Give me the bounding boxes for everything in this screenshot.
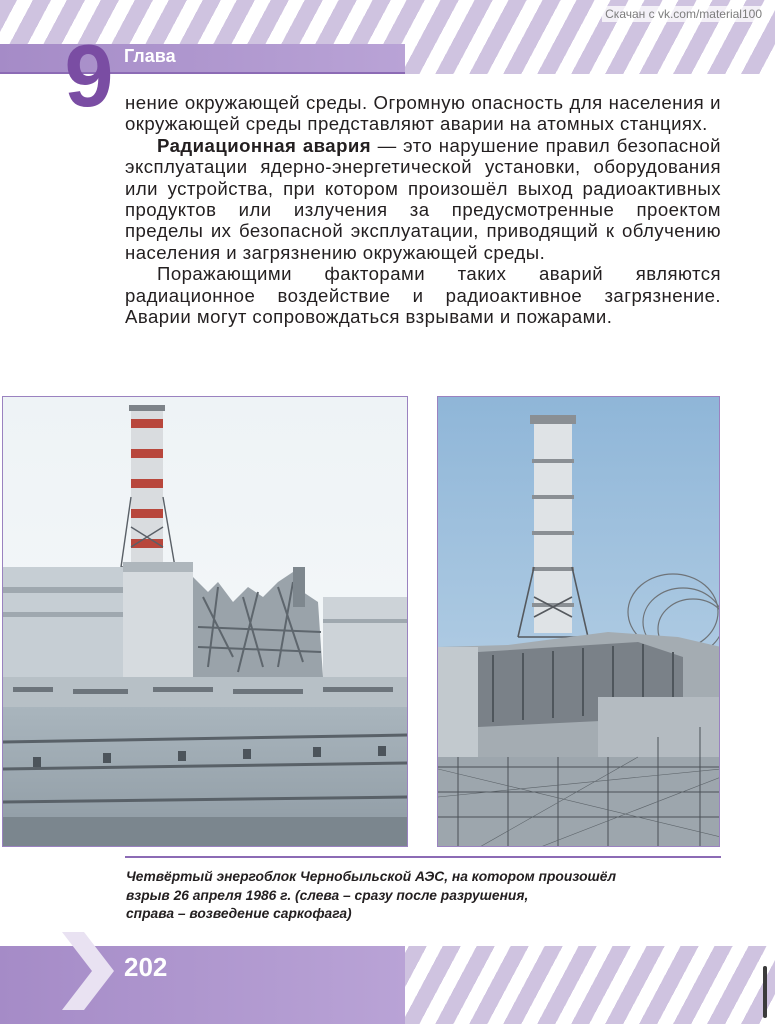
figure-caption xyxy=(126,868,716,924)
paragraph-3: Поражающими факторами таких аварий являются радиационное воздействие и радиоактивное загрязнение. Аварии могут сопровождаться взрывами и пожарами. xyxy=(125,263,721,328)
paragraph-2 xyxy=(125,135,721,263)
photo-reactor-after-explosion-image xyxy=(3,397,408,847)
photo-reactor-after-explosion xyxy=(2,396,408,847)
paragraph-1: нение окружающей среды. Огромную опасность для населения и окружающей среды представляют аварии на атомных станциях. xyxy=(125,92,721,135)
chapter-number: 9 xyxy=(64,26,114,125)
caption-line-2: взрыв 26 апреля 1986 г. (слева – сразу после разрушения, xyxy=(126,887,529,903)
chapter-label: Глава xyxy=(124,46,176,66)
page-number: 202 xyxy=(124,952,168,982)
scrollbar-thumb[interactable] xyxy=(763,966,767,1018)
caption-rule xyxy=(125,856,721,858)
caption-line-1: Четвёртый энергоблок Чернобыльской АЭС, на котором произошёл xyxy=(126,869,617,884)
definition-term: Радиационная авария xyxy=(157,134,372,156)
definition-text: — это нарушение правил безопасной эксплуатации ядерно-энергетической установки, оборудования или устройства, при котором произошёл выход радиоактивных продуктов или излучения за предусмотренные проектом пределы их безопасной эксплуатации, приводящий к облучению населения и загрязнению окружающей среды. xyxy=(125,134,721,263)
body-text xyxy=(125,92,721,327)
photo-sarcophagus-construction xyxy=(437,396,720,847)
watermark-text: Скачан с vk.com/material100 xyxy=(602,6,765,22)
footer-page-bar xyxy=(0,946,405,1024)
caption-line-3: справа – возведение саркофага) xyxy=(126,906,352,921)
chevron-right-icon xyxy=(62,932,114,1010)
photo-sarcophagus-construction-image xyxy=(438,397,720,847)
